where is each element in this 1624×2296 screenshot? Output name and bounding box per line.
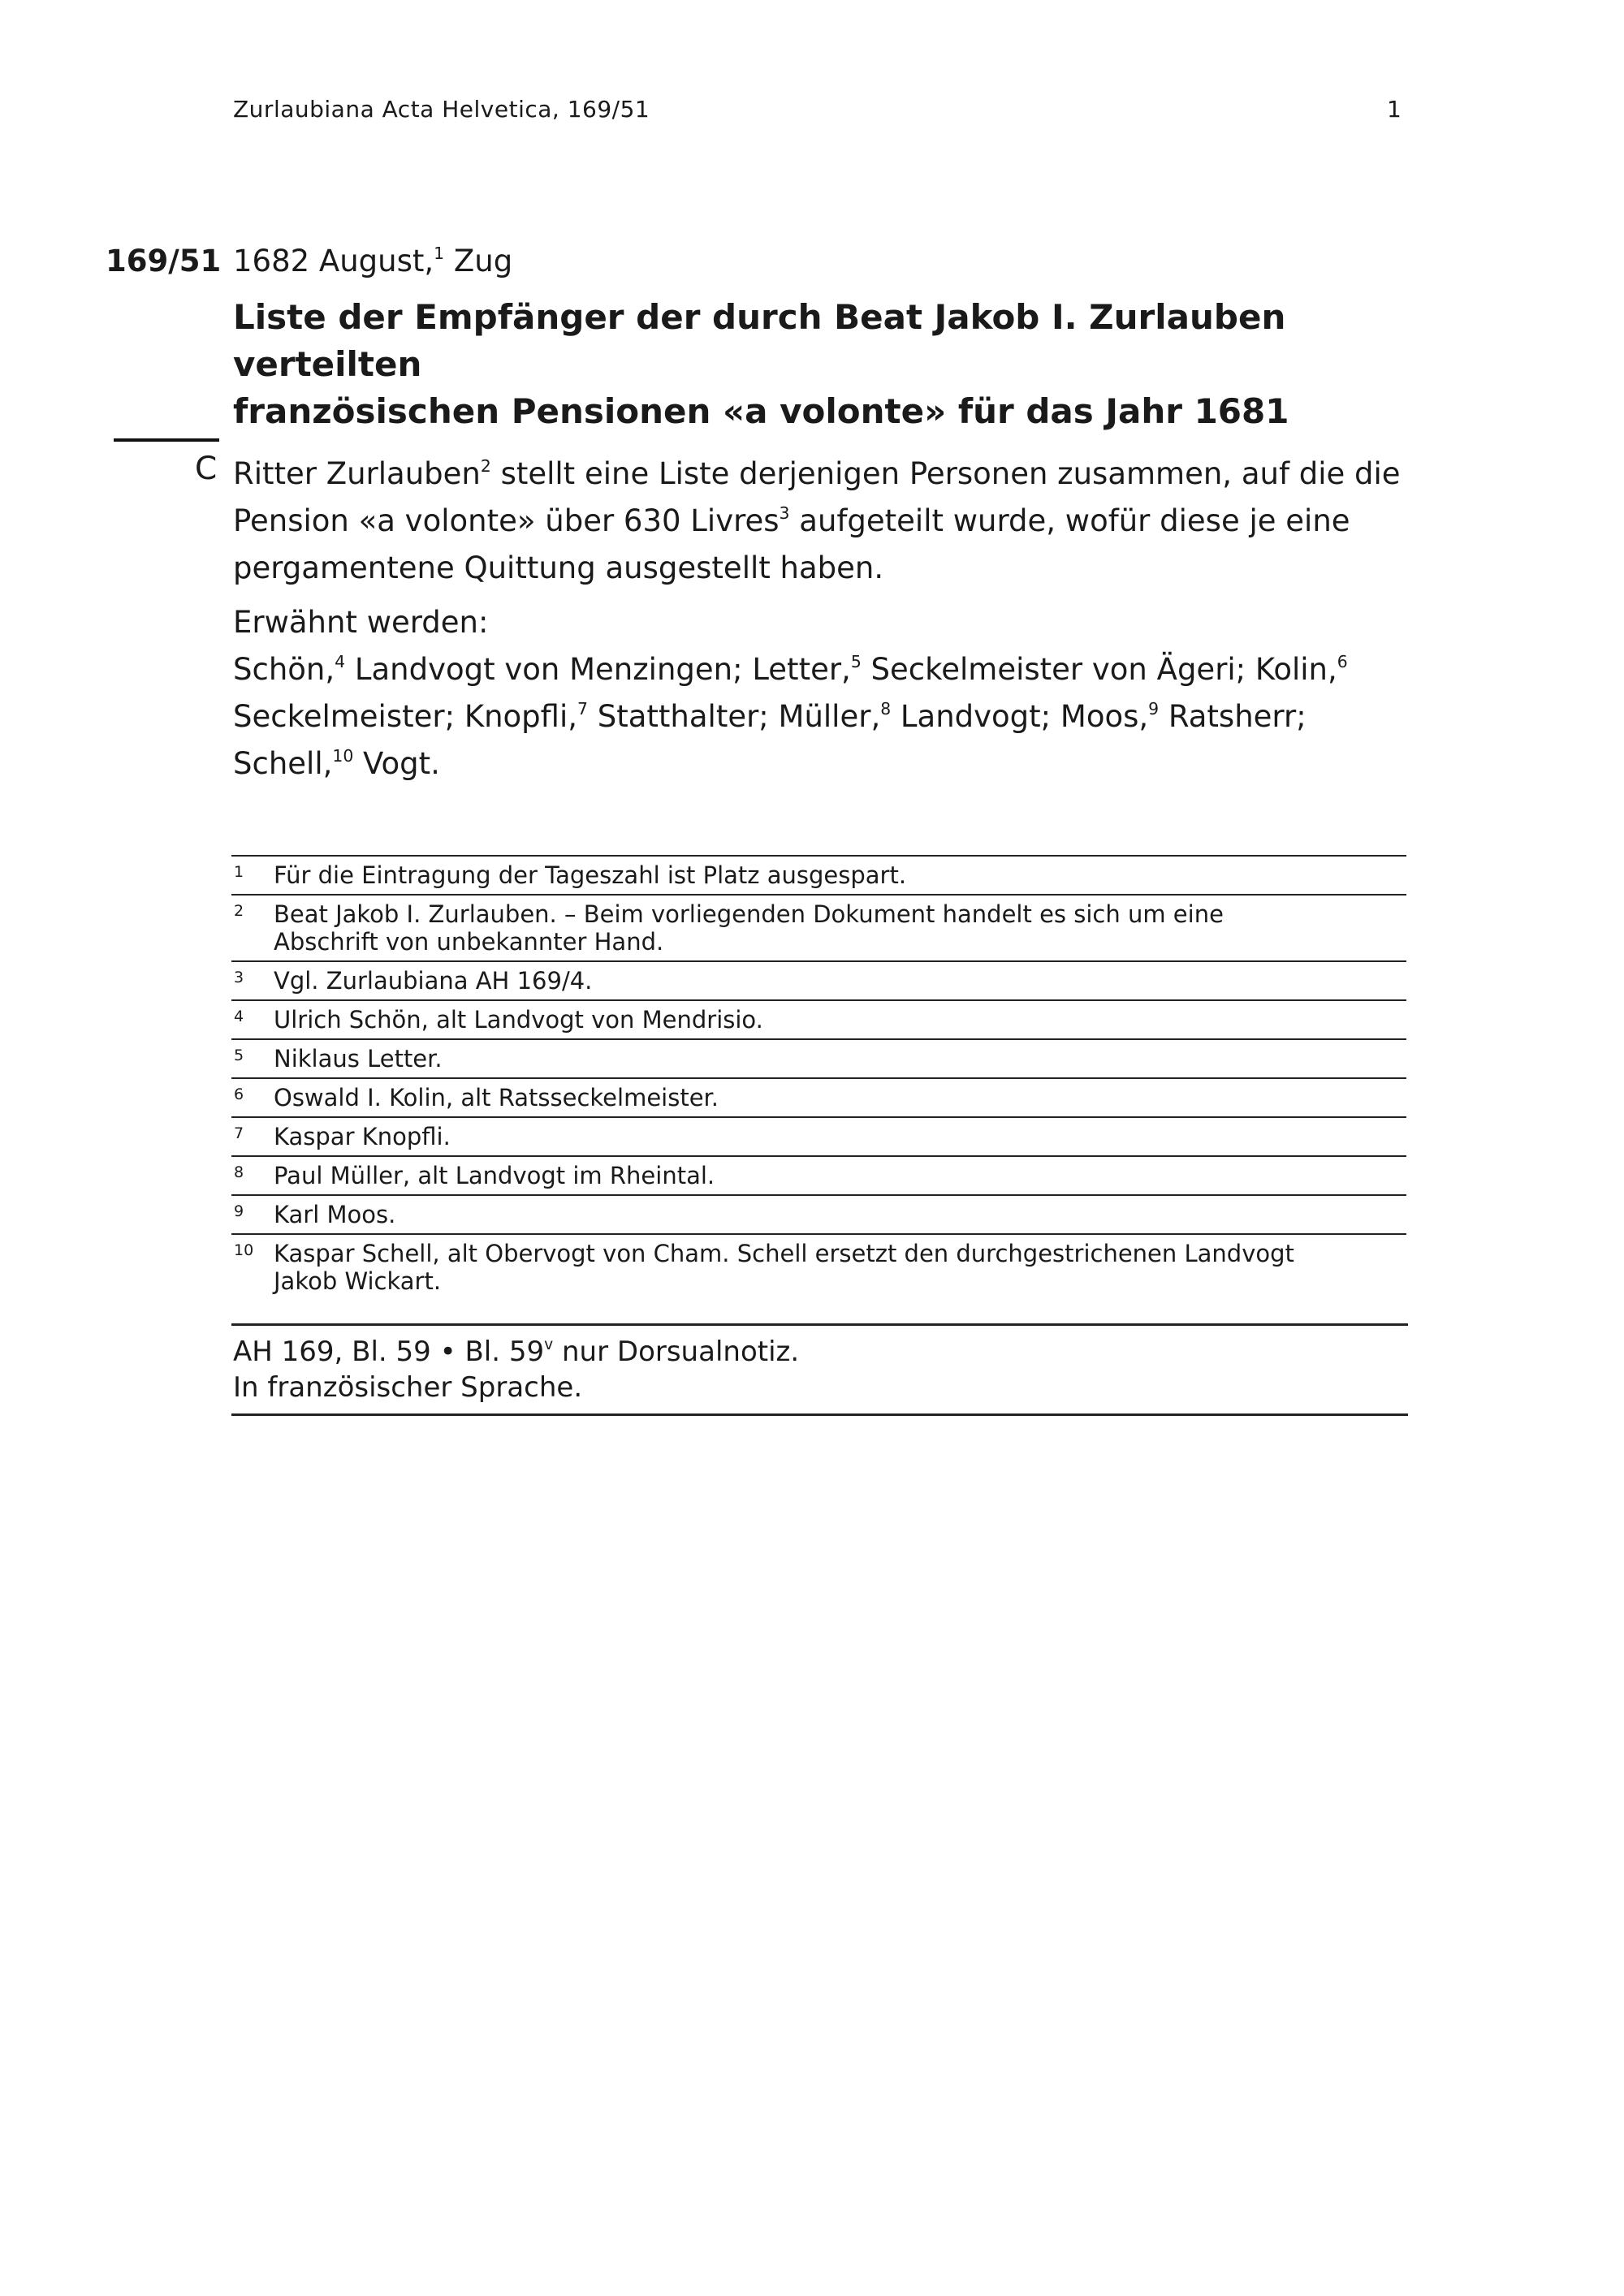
abstract-marker: C (195, 451, 218, 487)
mentioned-line (233, 693, 1402, 740)
footnote-number: 7 (234, 1124, 244, 1142)
mentioned-heading: Erwähnt werden: (233, 605, 489, 640)
text-segment: Ritter Zurlauben (233, 456, 481, 491)
footnote-ref: 10 (332, 745, 354, 766)
footnote-list (231, 855, 1406, 1300)
footnote (231, 1077, 1406, 1116)
text-segment: Landvogt; Moos, (900, 699, 1149, 734)
text-segment: AH 169, Bl. 59 • Bl. 59 (233, 1336, 545, 1368)
section-rule (114, 438, 219, 442)
footnote-ref: 7 (577, 698, 588, 719)
footnote-number: 5 (234, 1047, 244, 1064)
text-segment: aufgeteilt wurde, wofür diese je eine (799, 503, 1350, 538)
footnote-number: 2 (234, 902, 244, 920)
footnote-ref: 1 (434, 243, 445, 263)
footnote-text: Paul Müller, alt Landvogt im Rheintal. (274, 1162, 715, 1189)
footnote-ref: 4 (335, 651, 346, 671)
footnote-text: Abschrift von unbekannter Hand. (274, 928, 664, 956)
footnote-number: 1 (234, 863, 244, 881)
text-segment: Landvogt von Menzingen; Letter, (354, 652, 851, 687)
footnote (231, 1038, 1406, 1077)
footnote-number: 4 (234, 1008, 244, 1025)
footnote-text: Vgl. Zurlaubiana AH 169/4. (274, 967, 593, 995)
text-segment: Statthalter; Müller, (597, 699, 881, 734)
mentioned-line (233, 646, 1402, 693)
footnote-text: Für die Eintragung der Tageszahl ist Platz ausgespart. (274, 861, 907, 889)
abstract-line: pergamentene Quittung ausgestellt haben. (233, 550, 884, 585)
footnote (231, 894, 1406, 960)
abstract-line (233, 498, 1402, 545)
title-line: Liste der Empfänger der durch Beat Jakob I. Zurlauben verteilten (233, 297, 1286, 384)
mentioned-line (233, 740, 1402, 788)
text-segment: Schön, (233, 652, 335, 687)
document-number: 169/51 (106, 244, 222, 278)
footnote-ref: 6 (1337, 651, 1348, 671)
footnote (231, 1233, 1406, 1300)
footnote-ref: 3 (779, 503, 790, 523)
footnote-ref: 8 (880, 698, 892, 719)
footnote-text: Karl Moos. (274, 1201, 396, 1228)
footnote (231, 1155, 1406, 1194)
abstract-line (233, 451, 1402, 498)
text-segment: Pension «a volonte» über 630 Livres (233, 503, 780, 538)
text-segment: Vogt. (363, 746, 440, 781)
text-segment: Seckelmeister von Ägeri; Kolin, (870, 652, 1337, 687)
footnote-text: Kaspar Schell, alt Obervogt von Cham. Schell ersetzt den durchgestrichenen Landvogt (274, 1240, 1294, 1267)
footnote-ref: 5 (850, 651, 862, 671)
footnote-text: Jakob Wickart. (274, 1267, 442, 1295)
text-segment: Ratsherr; (1168, 699, 1307, 734)
footnote-text: Ulrich Schön, alt Landvogt von Mendrisio. (274, 1006, 763, 1034)
date-place-line (233, 244, 512, 278)
footnote-text: Niklaus Letter. (274, 1045, 443, 1072)
mentioned-persons (233, 599, 1402, 788)
footnote-ref: 9 (1148, 698, 1160, 719)
footnote (231, 999, 1406, 1038)
source-line: In französischer Sprache. (233, 1371, 583, 1404)
running-head: Zurlaubiana Acta Helvetica, 169/51 (233, 96, 650, 123)
footnote (231, 1116, 1406, 1155)
place-text: Zug (453, 244, 513, 278)
text-segment: nur Dorsualnotiz. (562, 1336, 800, 1368)
page-number: 1 (1387, 96, 1402, 123)
abstract-text (233, 451, 1402, 592)
footnote (231, 1194, 1406, 1233)
date-text: 1682 August, (233, 244, 434, 278)
document-title (233, 294, 1386, 435)
text-segment: Seckelmeister; Knopfli, (233, 699, 578, 734)
footnote-number: 9 (234, 1202, 244, 1220)
title-line: französischen Pensionen «a volonte» für das Jahr 1681 (233, 391, 1289, 431)
footnote-text: Oswald I. Kolin, alt Ratsseckelmeister. (274, 1084, 719, 1111)
text-segment: Schell, (233, 746, 333, 781)
footnote-number: 6 (234, 1085, 244, 1103)
footnote-text: Beat Jakob I. Zurlauben. – Beim vorliegenden Dokument handelt es sich um eine (274, 900, 1224, 928)
source-line (233, 1334, 1408, 1370)
footnote-number: 8 (234, 1163, 244, 1181)
text-segment: stellt eine Liste derjenigen Personen zusammen, auf die die (500, 456, 1401, 491)
source-note (231, 1323, 1408, 1416)
footnote-number: 10 (234, 1241, 254, 1259)
footnote-text: Kaspar Knopfli. (274, 1123, 451, 1150)
footnote (231, 855, 1406, 894)
footnote-number: 3 (234, 969, 244, 986)
footnote-ref: 2 (480, 455, 491, 476)
verso-marker: v (544, 1336, 554, 1353)
footnote (231, 960, 1406, 999)
